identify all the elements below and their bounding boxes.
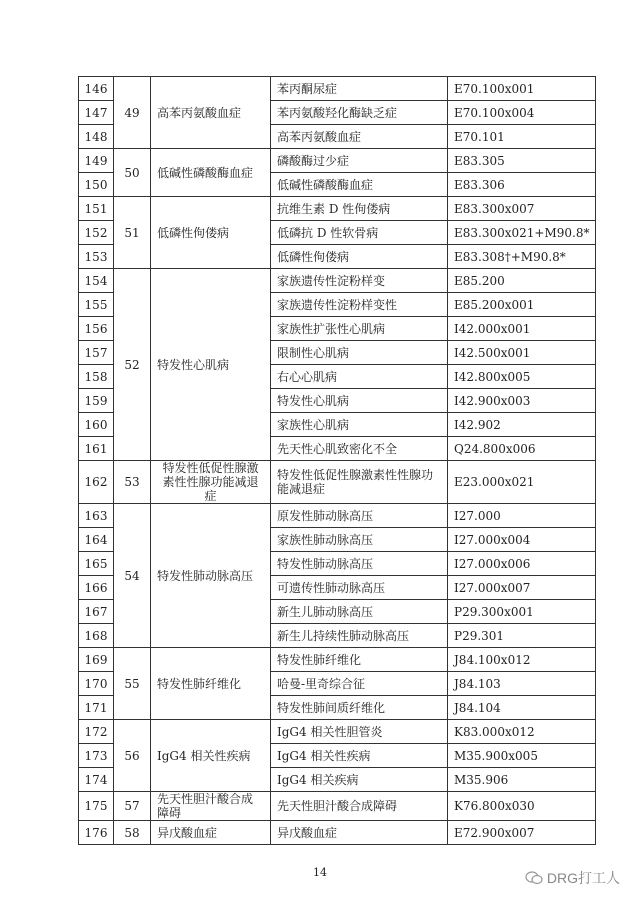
table-row	[79, 504, 596, 528]
row-index: 148	[79, 125, 114, 149]
row-index: 153	[79, 245, 114, 269]
table-row	[79, 720, 596, 744]
row-index: 164	[79, 528, 114, 552]
row-index: 165	[79, 552, 114, 576]
sub-disease-name: 家族遗传性淀粉样变性	[271, 293, 448, 317]
row-index: 156	[79, 317, 114, 341]
table-row	[79, 461, 596, 504]
row-index: 155	[79, 293, 114, 317]
row-index: 158	[79, 365, 114, 389]
icd-code: I27.000	[448, 504, 596, 528]
watermark	[525, 868, 620, 888]
sub-disease-name: 新生儿持续性肺动脉高压	[271, 624, 448, 648]
sub-disease-name: 特发性肺间质纤维化	[271, 696, 448, 720]
sub-disease-name: 原发性肺动脉高压	[271, 504, 448, 528]
row-index: 154	[79, 269, 114, 293]
disease-name: 特发性肺动脉高压	[151, 504, 271, 648]
icd-code: P29.301	[448, 624, 596, 648]
disease-name: 低碱性磷酸酶血症	[151, 149, 271, 197]
table-row	[79, 149, 596, 173]
disease-number: 58	[114, 821, 151, 845]
icd-code: I42.902	[448, 413, 596, 437]
row-index: 173	[79, 744, 114, 768]
icd-code: I42.500x001	[448, 341, 596, 365]
icd-code: M35.906	[448, 768, 596, 792]
disease-number: 57	[114, 792, 151, 821]
row-index: 176	[79, 821, 114, 845]
row-index: 163	[79, 504, 114, 528]
sub-disease-name: 磷酸酶过少症	[271, 149, 448, 173]
disease-name: IgG4 相关性疾病	[151, 720, 271, 792]
icd-code: E70.101	[448, 125, 596, 149]
disease-number: 50	[114, 149, 151, 197]
sub-disease-name: 特发性肺纤维化	[271, 648, 448, 672]
disease-number: 49	[114, 77, 151, 149]
row-index: 152	[79, 221, 114, 245]
icd-code: J84.100x012	[448, 648, 596, 672]
row-index: 151	[79, 197, 114, 221]
wechat-icon	[525, 871, 543, 885]
sub-disease-name: IgG4 相关疾病	[271, 768, 448, 792]
sub-disease-name: 限制性心肌病	[271, 341, 448, 365]
icd-code: I27.000x006	[448, 552, 596, 576]
icd-code: E85.200	[448, 269, 596, 293]
disease-name: 特发性低促性腺激素性性腺功能减退症	[151, 461, 271, 504]
disease-number: 53	[114, 461, 151, 504]
sub-disease-name: 特发性心肌病	[271, 389, 448, 413]
row-index: 175	[79, 792, 114, 821]
icd-code: E85.200x001	[448, 293, 596, 317]
sub-disease-name: 苯丙酮尿症	[271, 77, 448, 101]
sub-disease-name: 高苯丙氨酸血症	[271, 125, 448, 149]
sub-disease-name: 特发性肺动脉高压	[271, 552, 448, 576]
row-index: 149	[79, 149, 114, 173]
watermark-text: DRG打工人	[546, 870, 620, 886]
sub-disease-name: 右心心肌病	[271, 365, 448, 389]
row-index: 168	[79, 624, 114, 648]
icd-code: E23.000x021	[448, 461, 596, 504]
icd-code: K76.800x030	[448, 792, 596, 821]
sub-disease-name: 哈曼-里奇综合征	[271, 672, 448, 696]
row-index: 172	[79, 720, 114, 744]
sub-disease-name: 异戊酸血症	[271, 821, 448, 845]
row-index: 167	[79, 600, 114, 624]
disease-name: 先天性胆汁酸合成障碍	[151, 792, 271, 821]
table-row	[79, 648, 596, 672]
row-index: 174	[79, 768, 114, 792]
row-index: 157	[79, 341, 114, 365]
page-number: 14	[313, 866, 327, 879]
icd-code: Q24.800x006	[448, 437, 596, 461]
icd-code: I42.000x001	[448, 317, 596, 341]
rare-disease-table	[78, 76, 596, 845]
icd-code: I27.000x007	[448, 576, 596, 600]
table-row	[79, 821, 596, 845]
row-index: 147	[79, 101, 114, 125]
sub-disease-name: 先天性胆汁酸合成障碍	[271, 792, 448, 821]
disease-number: 54	[114, 504, 151, 648]
row-index: 161	[79, 437, 114, 461]
row-index: 171	[79, 696, 114, 720]
icd-code: E70.100x001	[448, 77, 596, 101]
sub-disease-name: 特发性低促性腺激素性性腺功能减退症	[271, 461, 448, 504]
disease-name: 特发性心肌病	[151, 269, 271, 461]
sub-disease-name: 抗维生素 D 性佝偻病	[271, 197, 448, 221]
sub-disease-name: 低磷性佝偻病	[271, 245, 448, 269]
row-index: 150	[79, 173, 114, 197]
sub-disease-name: 家族性心肌病	[271, 413, 448, 437]
row-index: 166	[79, 576, 114, 600]
icd-code: E70.100x004	[448, 101, 596, 125]
sub-disease-name: 家族性扩张性心肌病	[271, 317, 448, 341]
disease-name: 高苯丙氨酸血症	[151, 77, 271, 149]
disease-number: 52	[114, 269, 151, 461]
sub-disease-name: 先天性心肌致密化不全	[271, 437, 448, 461]
icd-code: K83.000x012	[448, 720, 596, 744]
icd-code: E83.308†+M90.8*	[448, 245, 596, 269]
icd-code: J84.103	[448, 672, 596, 696]
table-row	[79, 197, 596, 221]
icd-code: E83.300x007	[448, 197, 596, 221]
icd-code: I42.800x005	[448, 365, 596, 389]
disease-number: 51	[114, 197, 151, 269]
row-index: 159	[79, 389, 114, 413]
icd-code: J84.104	[448, 696, 596, 720]
icd-code: I42.900x003	[448, 389, 596, 413]
disease-number: 56	[114, 720, 151, 792]
row-index: 160	[79, 413, 114, 437]
table-row	[79, 269, 596, 293]
table-row	[79, 792, 596, 821]
sub-disease-name: 新生儿肺动脉高压	[271, 600, 448, 624]
icd-code: E83.305	[448, 149, 596, 173]
icd-code: E83.306	[448, 173, 596, 197]
disease-number: 55	[114, 648, 151, 720]
sub-disease-name: 低磷抗 D 性软骨病	[271, 221, 448, 245]
icd-code: M35.900x005	[448, 744, 596, 768]
icd-code: P29.300x001	[448, 600, 596, 624]
sub-disease-name: IgG4 相关性胆管炎	[271, 720, 448, 744]
sub-disease-name: 低碱性磷酸酶血症	[271, 173, 448, 197]
sub-disease-name: IgG4 相关性疾病	[271, 744, 448, 768]
disease-name: 低磷性佝偻病	[151, 197, 271, 269]
row-index: 170	[79, 672, 114, 696]
icd-code: E83.300x021+M90.8*	[448, 221, 596, 245]
icd-code: E72.900x007	[448, 821, 596, 845]
sub-disease-name: 家族遗传性淀粉样变	[271, 269, 448, 293]
table-row	[79, 77, 596, 101]
row-index: 169	[79, 648, 114, 672]
row-index: 146	[79, 77, 114, 101]
sub-disease-name: 家族性肺动脉高压	[271, 528, 448, 552]
icd-code: I27.000x004	[448, 528, 596, 552]
sub-disease-name: 可遗传性肺动脉高压	[271, 576, 448, 600]
disease-name: 异戊酸血症	[151, 821, 271, 845]
disease-name: 特发性肺纤维化	[151, 648, 271, 720]
sub-disease-name: 苯丙氨酸羟化酶缺乏症	[271, 101, 448, 125]
row-index: 162	[79, 461, 114, 504]
